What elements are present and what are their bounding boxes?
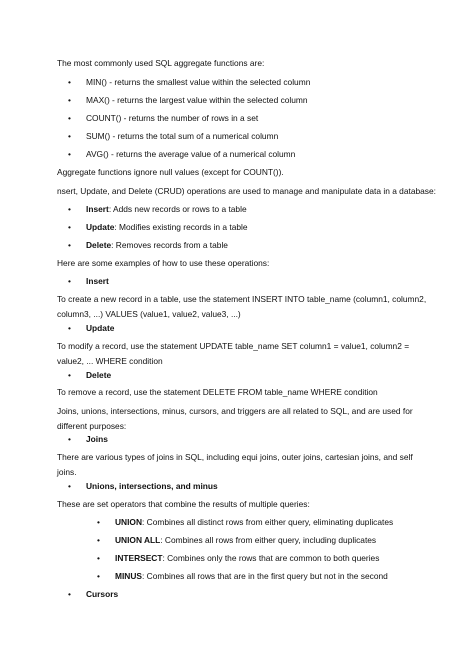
bullet-icon: •	[68, 370, 71, 380]
list-item: • INTERSECT: Combines only the rows that are common to both queries	[115, 551, 435, 566]
list-item: • Update: Modifies existing records in a table	[86, 220, 426, 235]
list-item: • AVG() - returns the average value of a numerical column	[86, 147, 426, 162]
list-item: • MIN() - returns the smallest value within the selected column	[86, 75, 426, 90]
intro-paragraph: The most commonly used SQL aggregate functions are:	[57, 58, 265, 68]
bullet-icon: •	[68, 77, 71, 87]
joins-intro-paragraph: Joins, unions, intersections, minus, cursors, and triggers are all related to SQL, and are used for different purposes:	[57, 406, 413, 431]
list-item: • UNION: Combines all distinct rows from either query, eliminating duplicates	[115, 515, 435, 530]
list-item: • Delete: Removes records from a table	[86, 238, 426, 253]
bullet-icon: •	[97, 571, 100, 581]
joins-paragraph: There are various types of joins in SQL, including equi joins, outer joins, cartesian joins, and self joins.	[57, 452, 413, 477]
bullet-icon: •	[97, 517, 100, 527]
bullet-icon: •	[68, 113, 71, 123]
crud-intro-paragraph: nsert, Update, and Delete (CRUD) operations are used to manage and manipulate data in a database:	[57, 186, 436, 196]
list-item: • Cursors	[86, 587, 426, 602]
bullet-icon: •	[97, 553, 100, 563]
bullet-icon: •	[68, 481, 71, 491]
bullet-icon: •	[68, 204, 71, 214]
bullet-icon: •	[68, 240, 71, 250]
list-item: • Delete	[86, 368, 426, 383]
list-item: • MAX() - returns the largest value within the selected column	[86, 93, 426, 108]
bullet-icon: •	[97, 535, 100, 545]
update-paragraph: To modify a record, use the statement UPDATE table_name SET column1 = value1, column2 = value2, ... WHERE condition	[57, 341, 410, 366]
list-item: • COUNT() - returns the number of rows in a set	[86, 111, 426, 126]
null-note-paragraph: Aggregate functions ignore null values (except for COUNT()).	[57, 167, 284, 177]
bullet-icon: •	[68, 222, 71, 232]
list-item: • MINUS: Combines all rows that are in the first query but not in the second	[115, 569, 435, 584]
list-item: • Insert	[86, 274, 426, 289]
bullet-icon: •	[68, 323, 71, 333]
list-item: • SUM() - returns the total sum of a numerical column	[86, 129, 426, 144]
delete-paragraph: To remove a record, use the statement DELETE FROM table_name WHERE condition	[57, 387, 378, 397]
insert-paragraph: To create a new record in a table, use the statement INSERT INTO table_name (column1, column2, column3, ...) VALUES (value1, value2, value3, ...)	[57, 294, 427, 319]
list-item: • Unions, intersections, and minus	[86, 479, 426, 494]
list-item: • Insert: Adds new records or rows to a table	[86, 202, 426, 217]
bullet-icon: •	[68, 149, 71, 159]
bullet-icon: •	[68, 276, 71, 286]
bullet-icon: •	[68, 131, 71, 141]
bullet-icon: •	[68, 95, 71, 105]
set-ops-intro-paragraph: These are set operators that combine the results of multiple queries:	[57, 499, 310, 509]
list-item: • UNION ALL: Combines all rows from either query, including duplicates	[115, 533, 435, 548]
examples-intro-paragraph: Here are some examples of how to use these operations:	[57, 258, 270, 268]
list-item: • Update	[86, 321, 426, 336]
list-item: • Joins	[86, 432, 426, 447]
bullet-icon: •	[68, 434, 71, 444]
bullet-icon: •	[68, 589, 71, 599]
